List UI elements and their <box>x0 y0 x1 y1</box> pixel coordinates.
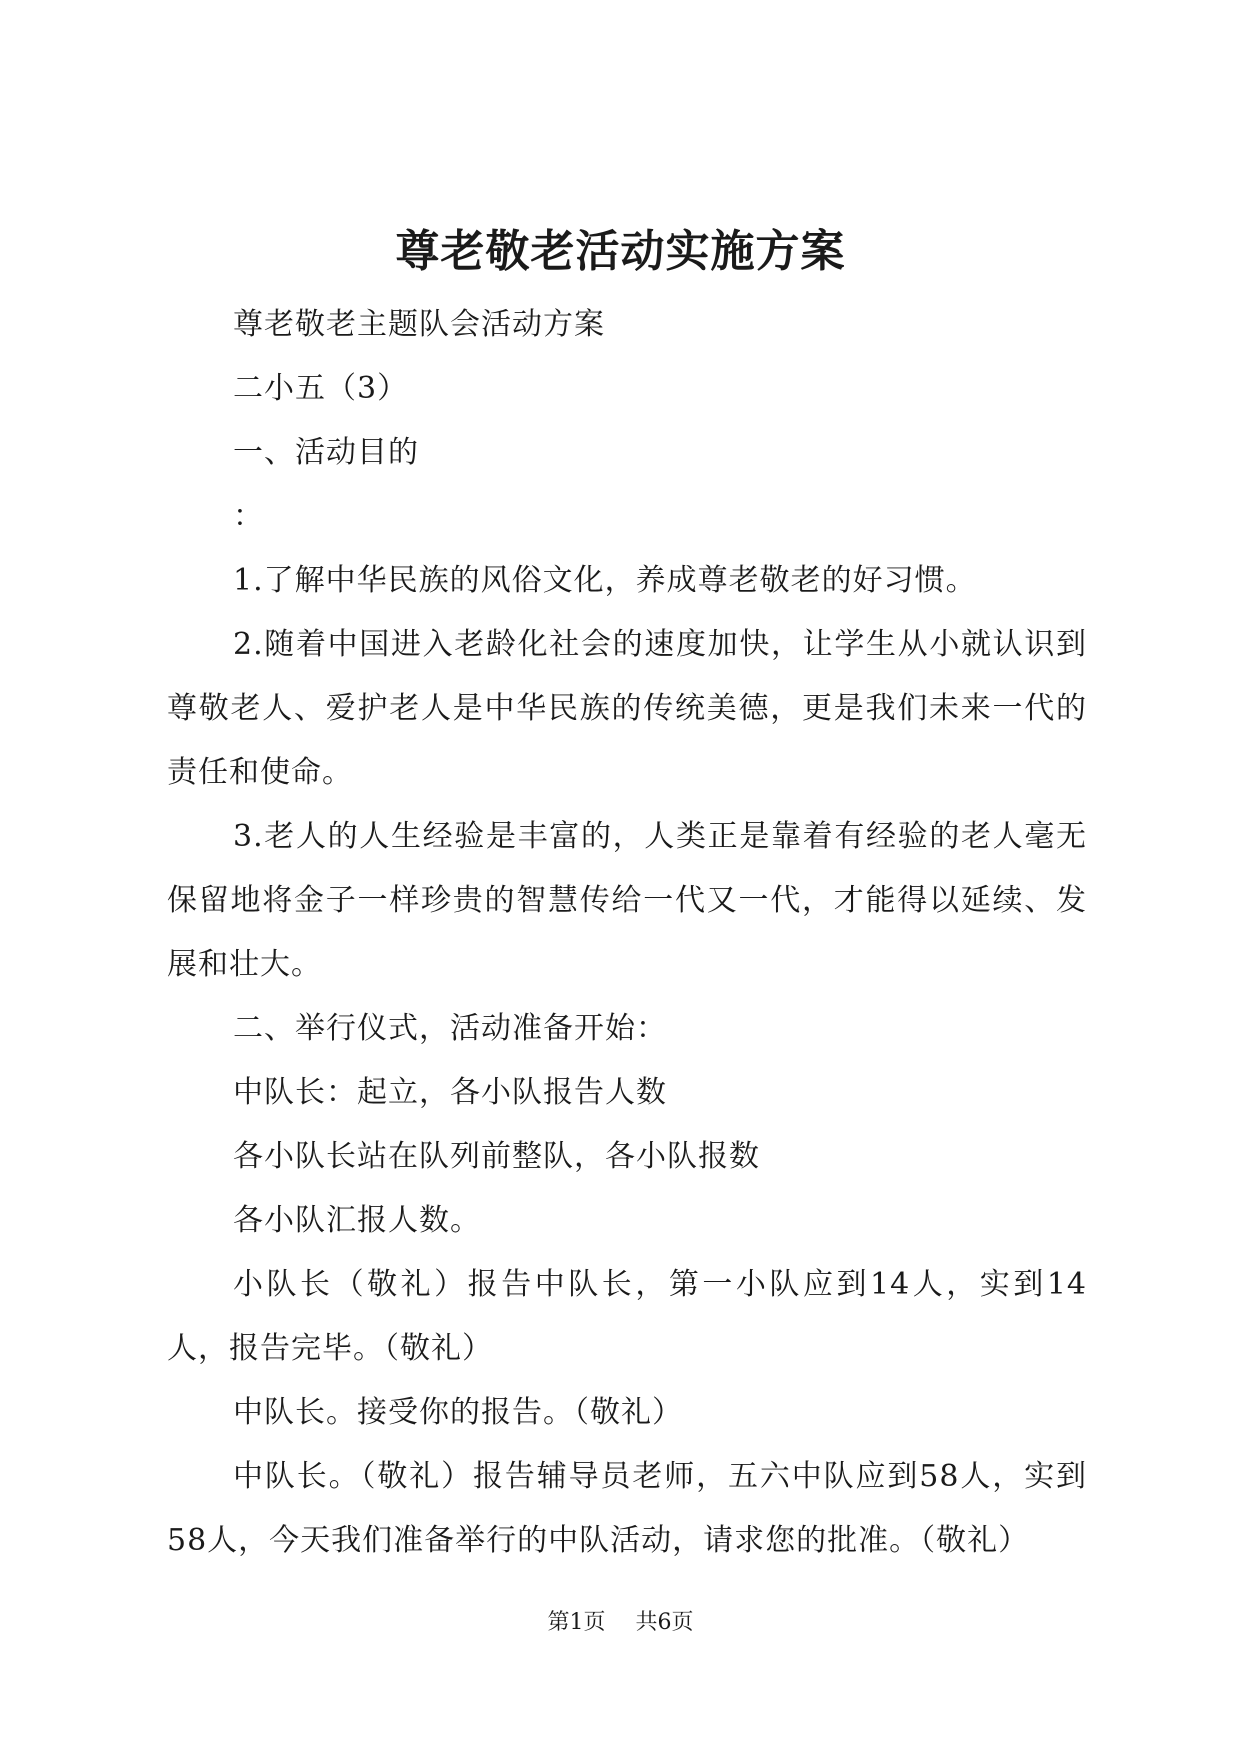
paragraph: 一、活动目的 <box>233 435 419 470</box>
paragraph: 2.随着中国进入老龄化社会的速度加快，让学生从小就认识到尊敬老人、爱护老人是中华民族的传统美德，更是我们未来一代的责任和使命。 <box>167 627 1087 790</box>
document-title: 尊老敬老活动实施方案 <box>395 226 846 277</box>
page-total: 共6页 <box>635 1610 694 1635</box>
paragraph: 1.了解中华民族的风俗文化，养成尊老敬老的好习惯。 <box>233 563 977 598</box>
document-body <box>167 293 1087 1573</box>
page-footer <box>0 1608 1241 1638</box>
paragraph: 小队长（敬礼）报告中队长，第一小队应到14人，实到14人，报告完毕。（敬礼） <box>167 1267 1087 1366</box>
paragraph: 中队长。接受你的报告。（敬礼） <box>233 1395 683 1430</box>
paragraph: 各小队汇报人数。 <box>233 1203 481 1238</box>
paragraph: 中队长：起立，各小队报告人数 <box>233 1075 667 1110</box>
page-number: 第1页 <box>547 1610 606 1635</box>
paragraph: 尊老敬老主题队会活动方案 <box>233 307 605 342</box>
paragraph: 中队长。（敬礼）报告辅导员老师，五六中队应到58人，实到58人，今天我们准备举行的中队活动，请求您的批准。（敬礼） <box>167 1459 1087 1558</box>
paragraph: ： <box>233 499 264 534</box>
paragraph: 二小五（3） <box>233 371 409 406</box>
paragraph: 二、举行仪式，活动准备开始： <box>233 1011 667 1046</box>
paragraph: 3.老人的人生经验是丰富的，人类正是靠着有经验的老人毫无保留地将金子一样珍贵的智慧传给一代又一代，才能得以延续、发展和壮大。 <box>167 819 1087 982</box>
paragraph: 各小队长站在队列前整队，各小队报数 <box>233 1139 760 1174</box>
